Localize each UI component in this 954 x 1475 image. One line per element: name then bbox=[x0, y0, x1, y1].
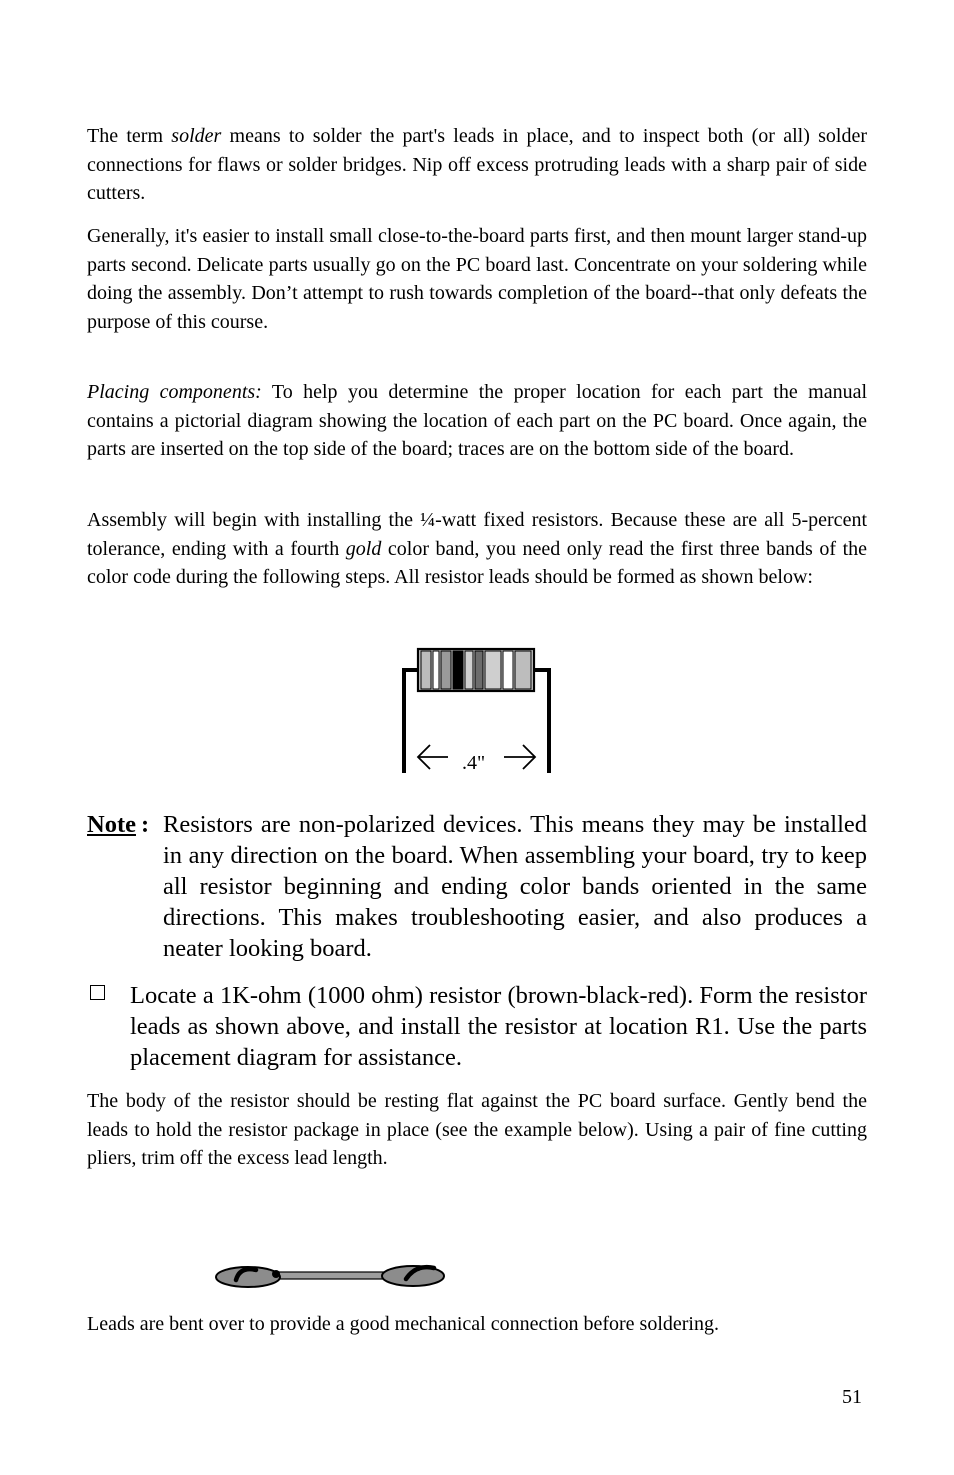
italic-term: solder bbox=[171, 125, 222, 147]
note-colon: : bbox=[141, 811, 150, 838]
lead-spacing-label: .4" bbox=[462, 752, 486, 774]
italic-term: gold bbox=[345, 537, 382, 560]
paragraph-assembly-order: Generally, it's easier to install small close-to-the-board parts first, and then mount larger stand-up parts second. Delicate parts usually go on the PC board last. Concentrate on your soldering while doing the assembly. Don’t attempt to rush towards completion of the board--that only defeats the purpose of this course. bbox=[87, 225, 867, 333]
step-checkbox[interactable] bbox=[90, 985, 105, 1000]
resistor-lead-wire bbox=[260, 1272, 400, 1279]
paragraph-solder-term bbox=[87, 122, 867, 208]
right-lead bbox=[534, 670, 549, 773]
paragraph-text: means to solder the part's leads in place, and to inspect both (or all) solder connections for flaws or solder bridges. Nip off excess protruding leads with a sharp pair of side cutters. bbox=[87, 125, 867, 204]
resistor-body bbox=[418, 649, 534, 691]
left-lead bbox=[404, 670, 418, 773]
left-solder-pad bbox=[216, 1267, 280, 1287]
paragraph-placing-components bbox=[87, 378, 867, 464]
page-number: 51 bbox=[842, 1386, 862, 1408]
paragraph-text: The term bbox=[87, 125, 172, 147]
note-block bbox=[87, 809, 867, 964]
paragraph-resistor-assembly bbox=[87, 506, 867, 592]
paragraph-bend-leads: The body of the resistor should be resting flat against the PC board surface. Gently bend the leads to hold the resistor package in place (see the example below). Using a pair of fine cutting pliers, trim off the excess lead length. bbox=[87, 1090, 867, 1169]
step-text: Locate a 1K-ohm (1000 ohm) resistor (brown-black-red). Form the resistor leads as shown above, and install the resistor at location R1. Use the parts placement diagram for assistance. bbox=[130, 982, 867, 1071]
assembly-step bbox=[87, 980, 867, 1073]
paragraph-text: Assembly will begin with installing the ¼-watt fixed resistors. Because these are all 5-percent tolerance, ending with a fourth bbox=[87, 509, 867, 560]
right-solder-pad bbox=[382, 1266, 444, 1286]
paragraph-text: To help you determine the proper location for each part the manual contains a pictorial diagram showing the location of each part on the PC board. Once again, the parts are inserted on the top side of the board; traces are on the bottom side of the board. bbox=[87, 381, 868, 460]
figure-caption: Leads are bent over to provide a good mechanical connection before soldering. bbox=[87, 1313, 719, 1335]
note-text: Resistors are non-polarized devices. This means they may be installed in any direction on the board. When assembling your board, try to keep all resistor beginning and ending color bands oriented in the same directions. This makes troubleshooting easier, and also produces a neater looking board. bbox=[163, 811, 867, 962]
bent-leads-diagram bbox=[210, 1258, 450, 1294]
paragraph-text: color band, you need only read the first three bands of the color code during the following steps. All resistor leads should be formed as shown below: bbox=[87, 537, 867, 588]
left-arrow-icon bbox=[418, 745, 448, 769]
note-label: Note bbox=[87, 811, 136, 838]
italic-lead: Placing components: bbox=[87, 381, 262, 403]
right-arrow-icon bbox=[504, 745, 535, 769]
